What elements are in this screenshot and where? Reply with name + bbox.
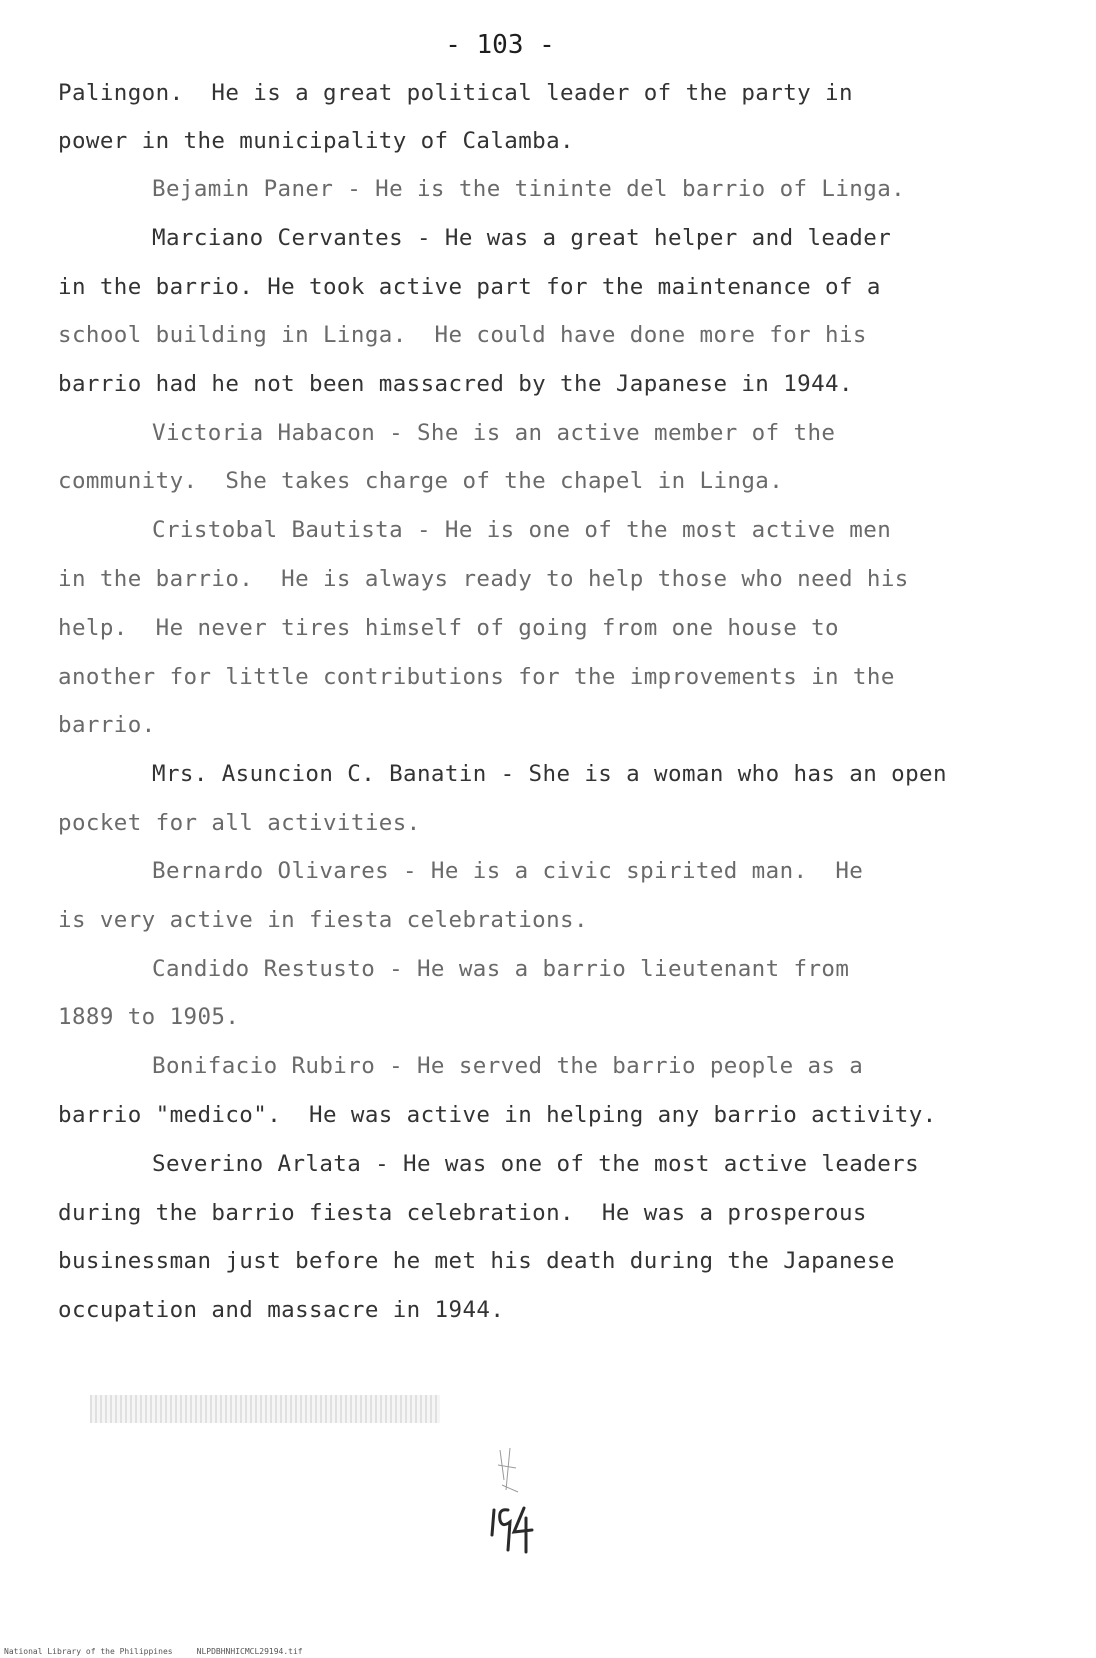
text-line: school building in Linga. He could have done more for his <box>58 322 867 348</box>
text-line: Victoria Habacon - She is an active member of the <box>152 420 836 446</box>
text-line: power in the municipality of Calamba. <box>58 128 575 154</box>
text-line: 1889 to 1905. <box>58 1004 240 1030</box>
text-line: Marciano Cervantes - He was a great helper and leader <box>152 225 892 251</box>
text-line: Bonifacio Rubiro - He served the barrio people as a <box>152 1053 864 1079</box>
text-line: barrio "medico". He was active in helping any barrio activity. <box>58 1102 937 1128</box>
text-line: occupation and massacre in 1944. <box>58 1297 505 1323</box>
text-line: help. He never tires himself of going from one house to <box>58 615 839 641</box>
text-line: community. She takes charge of the chapel in Linga. <box>58 468 784 494</box>
page-number: - 103 - <box>445 30 555 60</box>
text-line: Bejamin Paner - He is the tininte del barrio of Linga. <box>152 176 906 202</box>
text-line: Cristobal Bautista - He is one of the most active men <box>152 517 892 543</box>
text-line: pocket for all activities. <box>58 810 421 836</box>
text-line: is very active in fiesta celebrations. <box>58 907 588 933</box>
text-line: businessman just before he met his death during the Japanese <box>58 1248 895 1274</box>
text-line: Palingon. He is a great political leader of the party in <box>58 80 853 106</box>
scan-smudge <box>90 1395 440 1423</box>
text-line: during the barrio fiesta celebration. He was a prosperous <box>58 1200 867 1226</box>
text-line: in the barrio. He is always ready to help those who need his <box>58 566 909 592</box>
text-line: another for little contributions for the improvements in the <box>58 664 895 690</box>
text-line: in the barrio. He took active part for the maintenance of a <box>58 274 881 300</box>
text-line: barrio. <box>58 712 156 738</box>
text-line: Candido Restusto - He was a barrio lieutenant from <box>152 956 850 982</box>
handwritten-mark <box>470 1440 550 1560</box>
text-line: Mrs. Asuncion C. Banatin - She is a woman who has an open <box>152 761 947 787</box>
text-line: Bernardo Olivares - He is a civic spirited man. He <box>152 858 864 884</box>
archive-footer: National Library of the Philippines NLPDBHNHICMCL29194.tif <box>4 1647 303 1656</box>
text-line: barrio had he not been massacred by the Japanese in 1944. <box>58 371 853 397</box>
text-line: Severino Arlata - He was one of the most active leaders <box>152 1151 920 1177</box>
